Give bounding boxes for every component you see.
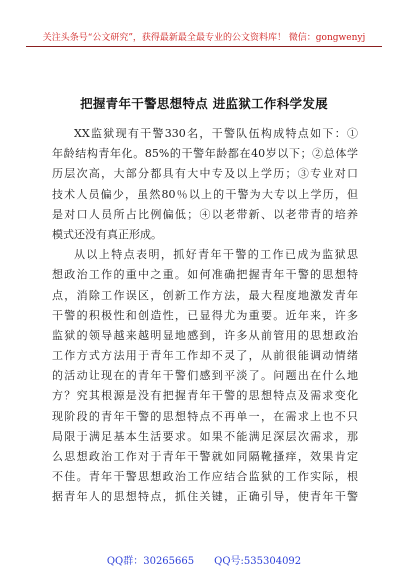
- paragraph-line: 是对口人员所占比例偏低；④以老带新、以老带青的培养: [52, 207, 358, 221]
- header-divider: [26, 46, 382, 47]
- footer-qq-group: QQ群：30265665: [106, 556, 195, 567]
- paragraph-line: XX监狱现有干警330名，干警队伍构成特点如下：①: [74, 127, 358, 140]
- paragraph-line: 据青年人的思想特点，抓住关键，正确引导，使青年干警: [52, 490, 358, 504]
- paragraph-line: 监狱的领导越来越明显地感到，许多从前管用的思想政治: [52, 328, 358, 342]
- paragraph-line: 么思想政治工作对于青年干警就如同隔靴搔痒，效果肯定: [52, 450, 358, 463]
- paragraph-line: 现阶段的青年干警的思想特点不再单一，在需求上也不只: [52, 409, 358, 423]
- paragraph-2: [52, 245, 358, 507]
- paragraph-line: 历层次高，大部分都具有大中专及以上学历；③专业对口: [52, 167, 358, 181]
- paragraph-line: 技术人员偏少，虽然80％以上的干警为大专以上学历，但: [52, 187, 358, 201]
- paragraph-line: 不佳。青年干警思想政治工作应结合监狱的工作实际，根: [52, 470, 358, 484]
- paragraph-line: 工作方式方法用于青年工作却不灵了，从前很能调动情绪: [52, 349, 358, 363]
- paragraph-line: 的活动让现在的青年干警们感到平淡了。问题出在什么地: [52, 369, 358, 383]
- paragraph-line: 局限于满足基本生活要求。如果不能满足深层次需求，那: [52, 429, 358, 443]
- document-body: [52, 124, 358, 508]
- footer-qq-number: QQ号:535304092: [214, 556, 302, 567]
- document-title: 把握青年干警思想特点 进监狱工作科学发展: [80, 96, 328, 111]
- paragraph-line: 点，消除工作误区，创新工作方法，最大程度地激发青年: [52, 288, 358, 302]
- paragraph-1: [52, 124, 358, 245]
- paragraph-line: 年龄结构青年化。85%的干警年龄都在40岁以下；②总体学: [52, 147, 358, 161]
- paragraph-line: 模式还没有真正形成。: [52, 227, 162, 241]
- paragraph-line: 从以上特点表明，抓好青年干警的工作已成为监狱思: [74, 248, 358, 262]
- paragraph-line: 方？究其根源是没有把握青年干警的思想特点及需求变化: [52, 389, 358, 403]
- header-banner: 关注头条号“公文研究”，获得最新最全最专业的公文资料库！ 微信：gongwenyj: [42, 33, 366, 43]
- paragraph-line: 干警的积极性和创造性，已显得尤为重要。近年来，许多: [52, 308, 358, 322]
- footer-contact: [0, 552, 408, 567]
- paragraph-line: 想政治工作的重中之重。如何准确把握青年干警的思想特: [52, 268, 358, 282]
